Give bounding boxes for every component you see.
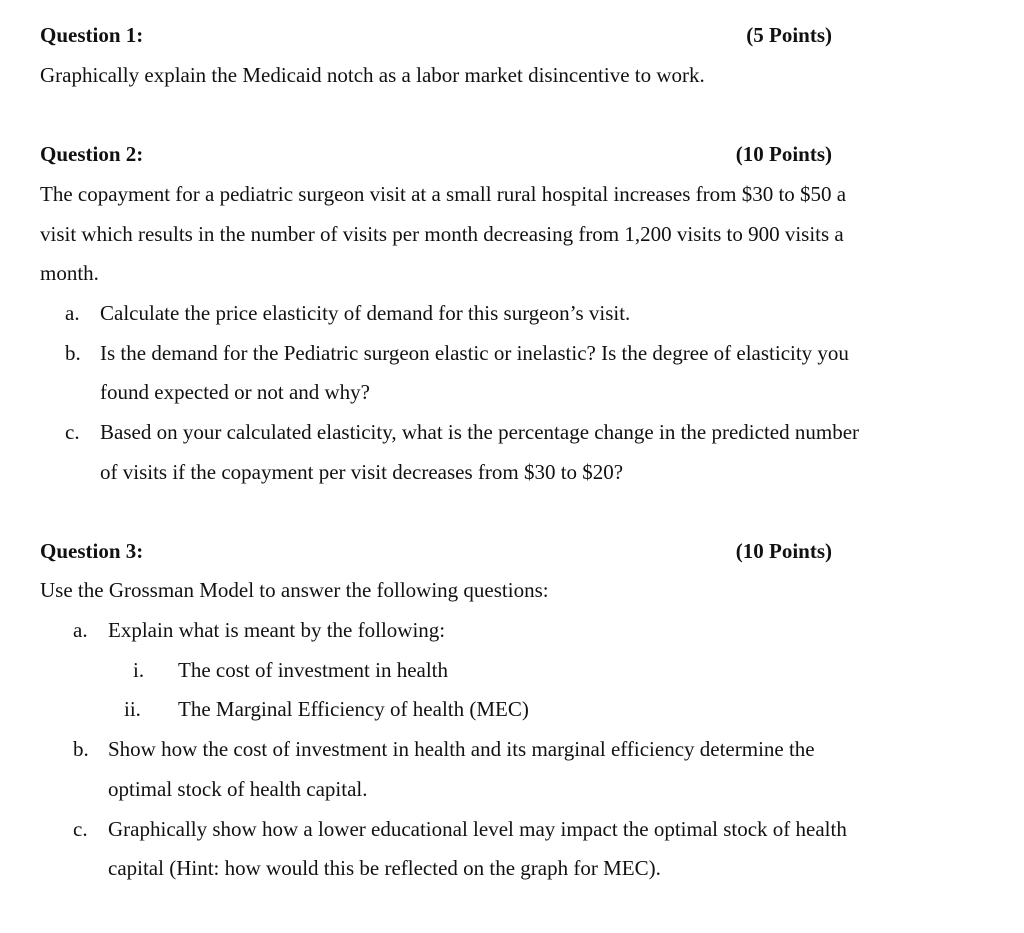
question-3-item-c-text-line-1: Graphically show how a lower educational level may impact the optimal stock of health [108, 817, 847, 841]
question-2-text-line-2: visit which results in the number of visits per month decreasing from 1,200 visits to 900 visits a [40, 222, 844, 246]
question-3-subitem-ii-text: The Marginal Efficiency of health (MEC) [178, 697, 529, 721]
question-2-item-a-text: Calculate the price elasticity of demand for this surgeon’s visit. [100, 301, 631, 325]
question-3-subitem-i-text: The cost of investment in health [178, 658, 449, 682]
question-3-item-c-marker: c. [73, 817, 88, 841]
question-2-points: (10 Points) [735, 142, 832, 166]
question-3-item-b-marker: b. [73, 737, 89, 761]
question-2-item-b-marker: b. [65, 341, 81, 365]
question-2-item-b-text-line-2: found expected or not and why? [100, 380, 370, 404]
question-3-item-b-text-line-2: optimal stock of health capital. [108, 777, 368, 801]
question-2-item-c-text-line-1: Based on your calculated elasticity, what is the percentage change in the predicted number [100, 420, 860, 444]
question-2-item-a-marker: a. [65, 301, 80, 325]
question-3-subitem-ii-marker: ii. [124, 697, 141, 721]
question-2-item-c-text-line-2: of visits if the copayment per visit decreases from $30 to $20? [100, 460, 624, 484]
question-3-points: (10 Points) [735, 539, 832, 563]
question-2-item-c-marker: c. [65, 420, 80, 444]
question-2-item-b-text-line-1: Is the demand for the Pediatric surgeon elastic or inelastic? Is the degree of elasticity you [100, 341, 849, 365]
question-3-item-c-text-line-2: capital (Hint: how would this be reflected on the graph for MEC). [108, 856, 661, 880]
question-3-item-a-text: Explain what is meant by the following: [108, 618, 446, 642]
question-1-text: Graphically explain the Medicaid notch as a labor market disincentive to work. [40, 63, 705, 87]
question-1-title: Question 1: [40, 23, 144, 47]
question-2-text-line-3: month. [40, 261, 99, 285]
question-1-heading [40, 20, 832, 50]
question-3-item-b-text-line-1: Show how the cost of investment in health and its marginal efficiency determine the [108, 737, 815, 761]
question-2-text-line-1: The copayment for a pediatric surgeon visit at a small rural hospital increases from $30 to $50 a [40, 182, 847, 206]
question-2-title: Question 2: [40, 142, 144, 166]
question-2-heading [40, 139, 832, 169]
question-3-item-a-marker: a. [73, 618, 88, 642]
question-3-subitem-i-marker: i. [133, 658, 145, 682]
question-1-points: (5 Points) [746, 23, 832, 47]
question-3-intro: Use the Grossman Model to answer the following questions: [40, 578, 549, 602]
question-3-title: Question 3: [40, 539, 144, 563]
question-3-heading [40, 536, 832, 566]
